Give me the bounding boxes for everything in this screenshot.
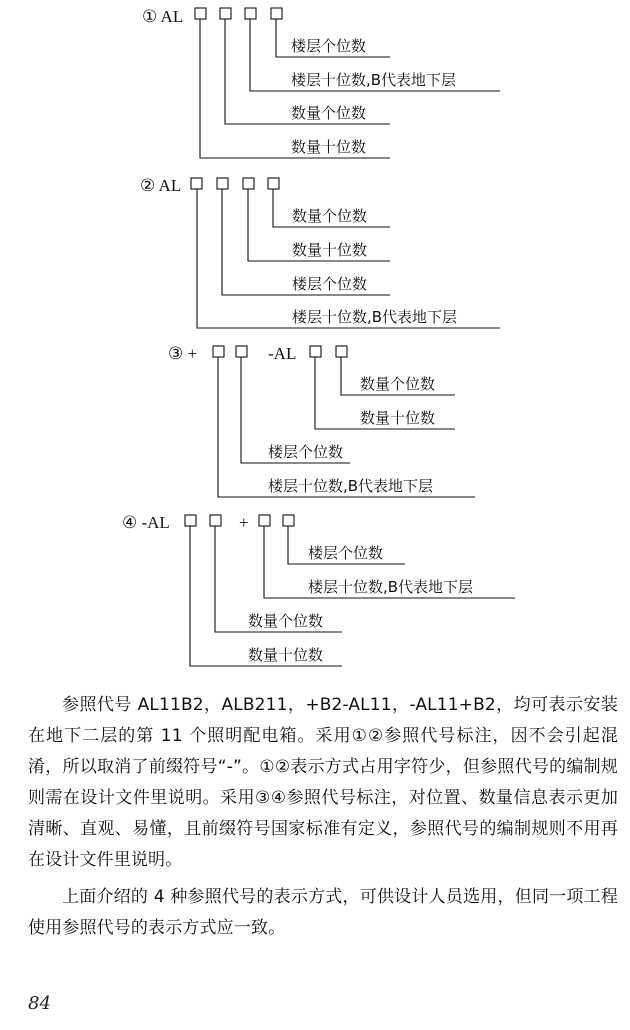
diagram-3-label-4: 楼层十位数,B代表地下层 bbox=[268, 477, 434, 495]
diagram-1-prefix: ① AL bbox=[142, 7, 184, 26]
diagram-2-box-3 bbox=[243, 178, 254, 189]
diagram-3-box-3 bbox=[310, 346, 321, 357]
paragraph-selection-note: 上面介绍的 4 种参照代号的表示方式，可供设计人员选用，但同一项工程使用参照代号的表示方式应一致。 bbox=[28, 887, 618, 938]
diagram-3-box-1 bbox=[213, 346, 224, 357]
diagram-4-label-1: 楼层个位数 bbox=[308, 544, 384, 562]
diagram-2-label-3: 楼层个位数 bbox=[292, 275, 368, 293]
diagram-3-prefix-1: ③ + bbox=[168, 344, 198, 363]
diagram-2-label-1: 数量个位数 bbox=[292, 207, 368, 225]
diagram-1-label-4: 数量十位数 bbox=[291, 138, 367, 156]
diagram-1-box-1 bbox=[195, 8, 206, 19]
diagram-1-label-1: 楼层个位数 bbox=[291, 37, 367, 55]
diagram-4-prefix-1: ④ -AL bbox=[122, 513, 170, 532]
diagram-4-prefix-2: + bbox=[239, 513, 249, 532]
explanatory-text bbox=[28, 690, 618, 944]
diagram-4 bbox=[122, 513, 515, 666]
diagram-4-label-2: 楼层十位数,B代表地下层 bbox=[308, 578, 474, 596]
diagram-4-label-3: 数量个位数 bbox=[248, 612, 324, 630]
diagram-3-label-3: 楼层个位数 bbox=[268, 443, 344, 461]
diagram-2-prefix: ② AL bbox=[140, 176, 182, 195]
diagram-3-box-4 bbox=[336, 346, 347, 357]
diagram-3-prefix-2: -AL bbox=[268, 344, 297, 363]
diagram-3-box-2 bbox=[236, 346, 247, 357]
diagram-1-label-3: 数量个位数 bbox=[291, 104, 367, 122]
diagram-2-label-4: 楼层十位数,B代表地下层 bbox=[292, 308, 458, 326]
diagram-1-box-3 bbox=[245, 8, 256, 19]
diagram-1-box-4 bbox=[271, 8, 282, 19]
diagram-3-label-2: 数量十位数 bbox=[360, 409, 436, 427]
page-number: 84 bbox=[28, 993, 51, 1014]
diagram-1-box-2 bbox=[220, 8, 231, 19]
diagram-4-box-3 bbox=[259, 515, 270, 526]
diagram-2-box-2 bbox=[217, 178, 228, 189]
diagram-3-connector-4 bbox=[218, 357, 475, 497]
diagram-4-box-2 bbox=[210, 515, 221, 526]
diagram-4-box-1 bbox=[185, 515, 196, 526]
diagram-3-label-1: 数量个位数 bbox=[360, 375, 436, 393]
diagram-4-box-4 bbox=[283, 515, 294, 526]
diagram-2-box-4 bbox=[268, 178, 279, 189]
diagram-4-label-4: 数量十位数 bbox=[248, 646, 324, 664]
paragraph-reference-code-examples: 参照代号 AL11B2，ALB211，+B2-AL11，-AL11+B2，均可表示安装在地下二层的第 11 个照明配电箱。采用①②参照代号标注，因不会引起混淆，所以取消了前缀符号“-”。①②表示方式占用字符少，但参照代号的编制规则需在设计文件里说明。采用③④参照代号标注，对位置、数量信息表示更加清晰、直观、易懂，且前缀符号国家标准有定义，参照代号的编制规则不用再在设计文件里说明。 bbox=[28, 695, 618, 870]
diagram-2-box-1 bbox=[191, 178, 202, 189]
diagram-1-label-2: 楼层十位数,B代表地下层 bbox=[291, 71, 457, 89]
diagram-1 bbox=[142, 7, 500, 158]
diagram-3 bbox=[168, 344, 475, 497]
diagram-2-label-2: 数量十位数 bbox=[292, 241, 368, 259]
diagram-2 bbox=[140, 176, 500, 328]
